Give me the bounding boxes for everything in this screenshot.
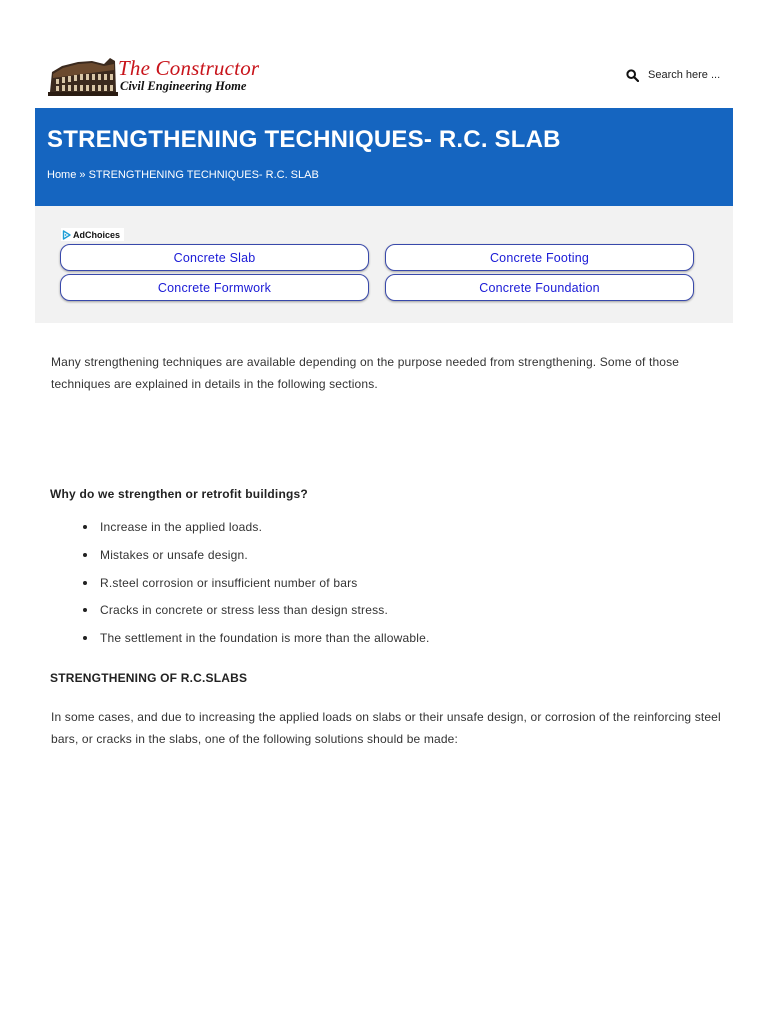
ad-link-concrete-footing[interactable]: Concrete Footing: [385, 244, 694, 271]
article-intro: [51, 352, 731, 395]
slabs-paragraph: In some cases, and due to increasing the applied loads on slabs or their unsafe design, or corrosion of the reinforcing steel bars, or cracks in the slabs, one of the following solutions should be made:: [51, 710, 721, 746]
adchoices-label: AdChoices: [73, 229, 121, 240]
site-logo[interactable]: [48, 52, 273, 98]
logo-subtitle: Civil Engineering Home: [120, 79, 247, 93]
bullet-icon: [83, 608, 87, 612]
page-title-banner: [35, 108, 733, 206]
article-slabs: [51, 707, 731, 750]
slabs-heading: STRENGTHENING OF R.C.SLABS: [50, 671, 248, 685]
breadcrumb-current: STRENGTHENING TECHNIQUES- R.C. SLAB: [88, 169, 319, 181]
breadcrumb: [47, 169, 319, 181]
bullet-icon: [83, 581, 87, 585]
search-icon: [626, 69, 639, 82]
list-item: The settlement in the foundation is more than the allowable.: [82, 631, 430, 659]
breadcrumb-separator: »: [79, 169, 86, 181]
search-label: Search here ...: [648, 69, 721, 81]
colosseum-logo-icon: [48, 52, 118, 98]
ad-link-concrete-formwork[interactable]: Concrete Formwork: [60, 274, 369, 301]
list-item: Mistakes or unsafe design.: [82, 548, 430, 576]
site-header: [0, 0, 768, 108]
bullet-icon: [83, 636, 87, 640]
logo-title: The Constructor: [118, 56, 260, 80]
reasons-list: [82, 520, 430, 659]
bullet-icon: [83, 525, 87, 529]
adchoices-icon: [62, 230, 71, 240]
breadcrumb-home-link[interactable]: Home: [47, 169, 77, 181]
list-item: Cracks in concrete or stress less than design stress.: [82, 603, 430, 631]
ad-link-concrete-slab[interactable]: Concrete Slab: [60, 244, 369, 271]
search-toggle[interactable]: [626, 66, 720, 84]
ad-links-box: [35, 206, 733, 323]
page-title: STRENGTHENING TECHNIQUES- R.C. SLAB: [47, 126, 561, 153]
bullet-icon: [83, 553, 87, 557]
adchoices-badge[interactable]: [61, 228, 124, 241]
ad-link-concrete-foundation[interactable]: Concrete Foundation: [385, 274, 694, 301]
list-item: Increase in the applied loads.: [82, 520, 430, 548]
list-item: R.steel corrosion or insufficient number of bars: [82, 576, 430, 604]
intro-paragraph: Many strengthening techniques are available depending on the purpose needed from strengthening. Some of those techniques are explained in details in the following sections.: [51, 355, 680, 391]
why-heading: Why do we strengthen or retrofit buildings?: [50, 487, 308, 501]
